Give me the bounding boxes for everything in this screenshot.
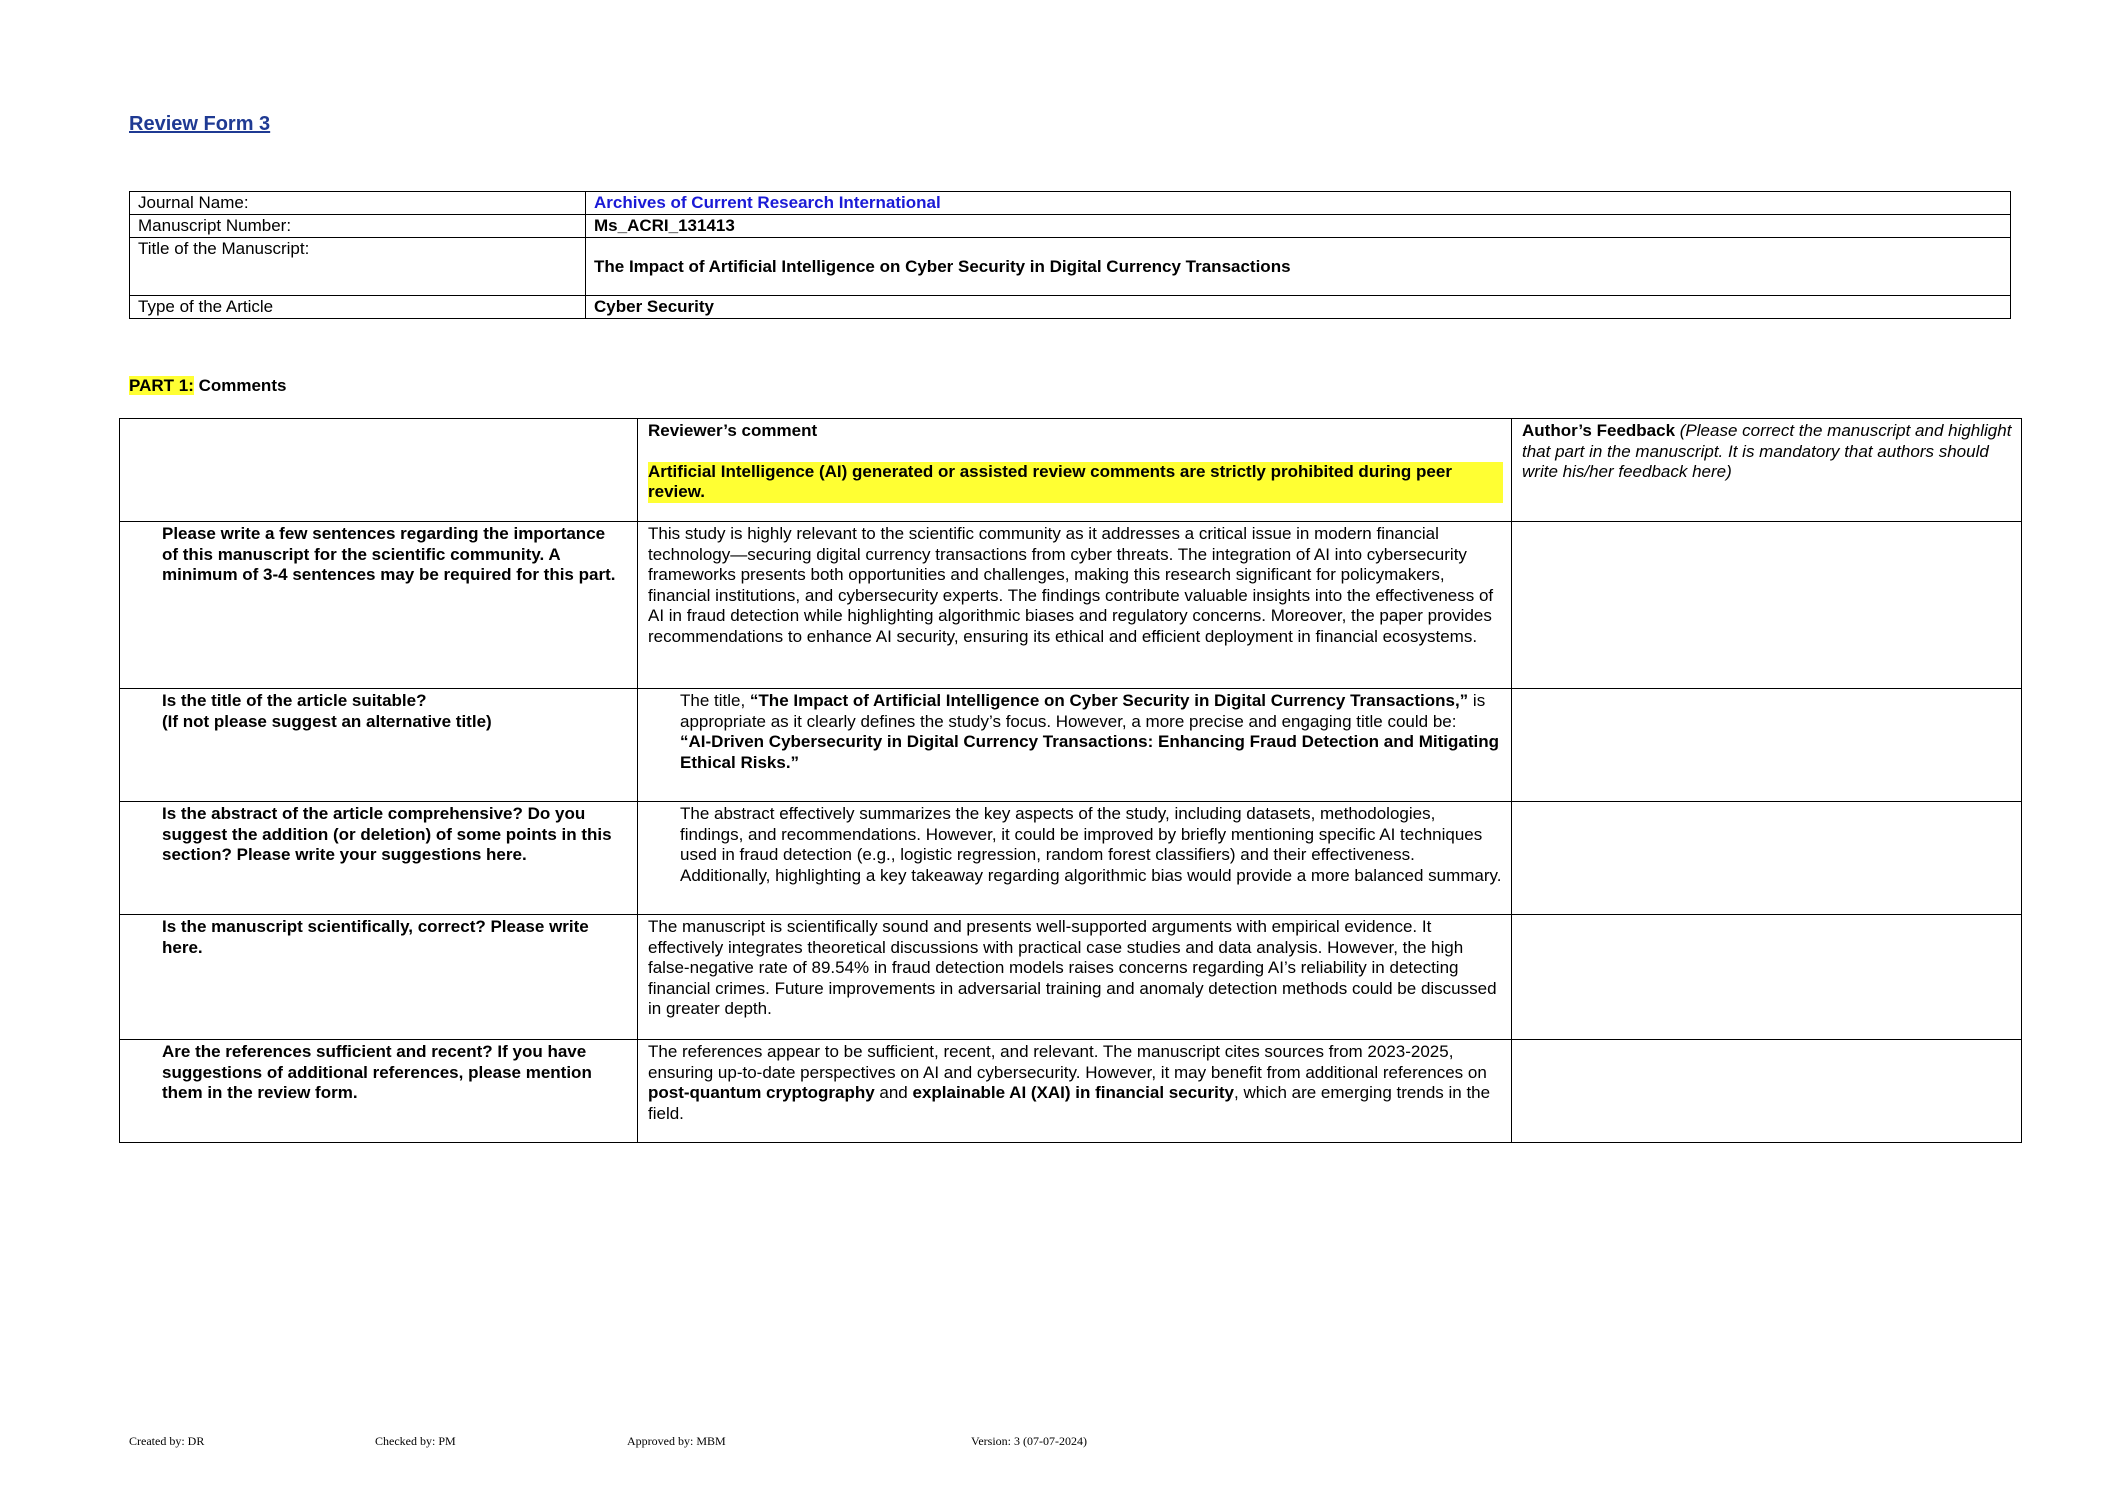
table-row: [120, 915, 2022, 1040]
article-type-label: Type of the Article: [130, 296, 586, 319]
references-comment-text-3: , which are emerging trends in the field.: [648, 1083, 1491, 1123]
manuscript-info-table: [129, 191, 2011, 319]
manuscript-number-label: Manuscript Number:: [130, 215, 586, 238]
footer-created-by: Created by: DR: [129, 1434, 205, 1448]
references-comment-text-2: and: [874, 1083, 913, 1102]
question-title: [120, 689, 638, 802]
author-feedback-title: Author’s Feedback: [1522, 421, 1676, 440]
reviewer-comment-title-cell: [638, 689, 1512, 802]
author-header-cell: [1512, 419, 2022, 522]
author-feedback-cell[interactable]: [1512, 802, 2022, 915]
part-label: PART 1:: [129, 376, 194, 395]
reviewer-comment-title: Reviewer’s comment: [648, 421, 818, 440]
table-row: [120, 689, 2022, 802]
references-comment-text-1: The references appear to be sufficient, recent, and relevant. The manuscript cites sources from 2023-2025, ensuring up-to-date perspectives on AI and cybersecurity. However, it may benefit from additional references on: [648, 1042, 1487, 1082]
question-title-line2: (If not please suggest an alternative title): [162, 711, 492, 731]
author-feedback-cell[interactable]: [1512, 915, 2022, 1040]
author-feedback-cell[interactable]: [1512, 1040, 2022, 1143]
question-references: Are the references sufficient and recent? If you have suggestions of additional references, please mention them in the review form.: [120, 1040, 638, 1143]
question-importance: Please write a few sentences regarding the importance of this manuscript for the scientific community. A minimum of 3-4 sentences may be required for this part.: [120, 522, 638, 689]
reviewer-comment-importance: This study is highly relevant to the scientific community as it addresses a critical issue in modern financial technology—securing digital currency transactions from cyber threats. The integration of AI into cybersecurity frameworks presents both opportunities and challenges, making this research significant for policymakers, financial institutions, and cybersecurity experts. The findings contribute valuable insights into the effectiveness of AI in fraud detection while highlighting algorithmic biases and regulatory concerns. Moreover, the paper provides recommendations to enhance AI security, ensuring its ethical and efficient deployment in financial ecosystems.: [638, 522, 1512, 689]
part-heading: [129, 376, 286, 396]
manuscript-title-row: [130, 238, 2011, 296]
table-row: [120, 802, 2022, 915]
manuscript-title-label: Title of the Manuscript:: [130, 238, 586, 296]
manuscript-number-row: [130, 215, 2011, 238]
references-comment-term-1: post-quantum cryptography: [648, 1083, 875, 1102]
question-scientific: Is the manuscript scientifically, correct? Please write here.: [120, 915, 638, 1040]
journal-value: Archives of Current Research International: [586, 192, 2011, 215]
article-type-value: Cyber Security: [586, 296, 2011, 319]
comments-header-row: [120, 419, 2022, 522]
footer-approved-by: Approved by: MBM: [627, 1434, 726, 1448]
title-comment-suggested-title: “AI-Driven Cybersecurity in Digital Currency Transactions: Enhancing Fraud Detection and Mitigating Ethical Risks.”: [680, 732, 1499, 772]
author-feedback-note: (Please correct the manuscript and highlight that part in the manuscript. It is mandatory that authors should write his/her feedback here): [1522, 421, 2012, 481]
reviewer-comment-abstract: The abstract effectively summarizes the key aspects of the study, including datasets, methodologies, findings, and recommendations. However, it could be improved by briefly mentioning specific AI techniques used in fraud detection (e.g., logistic regression, random forest classifiers) and their effectiveness. Additionally, highlighting a key takeaway regarding algorithmic bias would provide a more balanced summary.: [638, 802, 1512, 915]
title-comment-text-2: is appropriate as it clearly defines the study’s focus. However, a more precise and engaging title could be:: [680, 691, 1486, 731]
table-row: [120, 1040, 2022, 1143]
reviewer-comment-references: [638, 1040, 1512, 1143]
journal-label: Journal Name:: [130, 192, 586, 215]
title-comment-current-title: “The Impact of Artificial Intelligence on Cyber Security in Digital Currency Transactions,”: [749, 691, 1469, 710]
manuscript-title-value: The Impact of Artificial Intelligence on Cyber Security in Digital Currency Transactions: [586, 238, 2011, 296]
form-title: Review Form 3: [129, 113, 271, 135]
title-comment-text-1: The title,: [680, 691, 750, 710]
reviewer-header-cell: [638, 419, 1512, 522]
journal-row: [130, 192, 2011, 215]
reviewer-comment-scientific: The manuscript is scientifically sound and presents well-supported arguments with empirical evidence. It effectively integrates theoretical discussions with practical case studies and data analysis. However, the high false-negative rate of 89.54% in fraud detection models raises concerns regarding AI’s reliability in detecting financial crimes. Future improvements in adversarial training and anomaly detection methods could be discussed in greater depth.: [638, 915, 1512, 1040]
manuscript-number-value: Ms_ACRI_131413: [586, 215, 2011, 238]
part-title: Comments: [193, 376, 287, 395]
references-comment-term-2: explainable AI (XAI) in financial security: [912, 1083, 1234, 1102]
table-row: [120, 522, 2022, 689]
article-type-row: [130, 296, 2011, 319]
question-title-line1: Is the title of the article suitable?: [162, 691, 427, 710]
author-feedback-cell[interactable]: [1512, 522, 2022, 689]
ai-prohibition-notice: Artificial Intelligence (AI) generated or assisted review comments are strictly prohibited during peer review.: [648, 462, 1503, 503]
footer-checked-by: Checked by: PM: [375, 1434, 456, 1448]
header-empty-cell: [120, 419, 638, 522]
footer-version: Version: 3 (07-07-2024): [971, 1434, 1087, 1448]
comments-table: [119, 418, 2022, 1143]
author-feedback-cell[interactable]: [1512, 689, 2022, 802]
question-abstract: Is the abstract of the article comprehensive? Do you suggest the addition (or deletion) of some points in this section? Please write your suggestions here.: [120, 802, 638, 915]
